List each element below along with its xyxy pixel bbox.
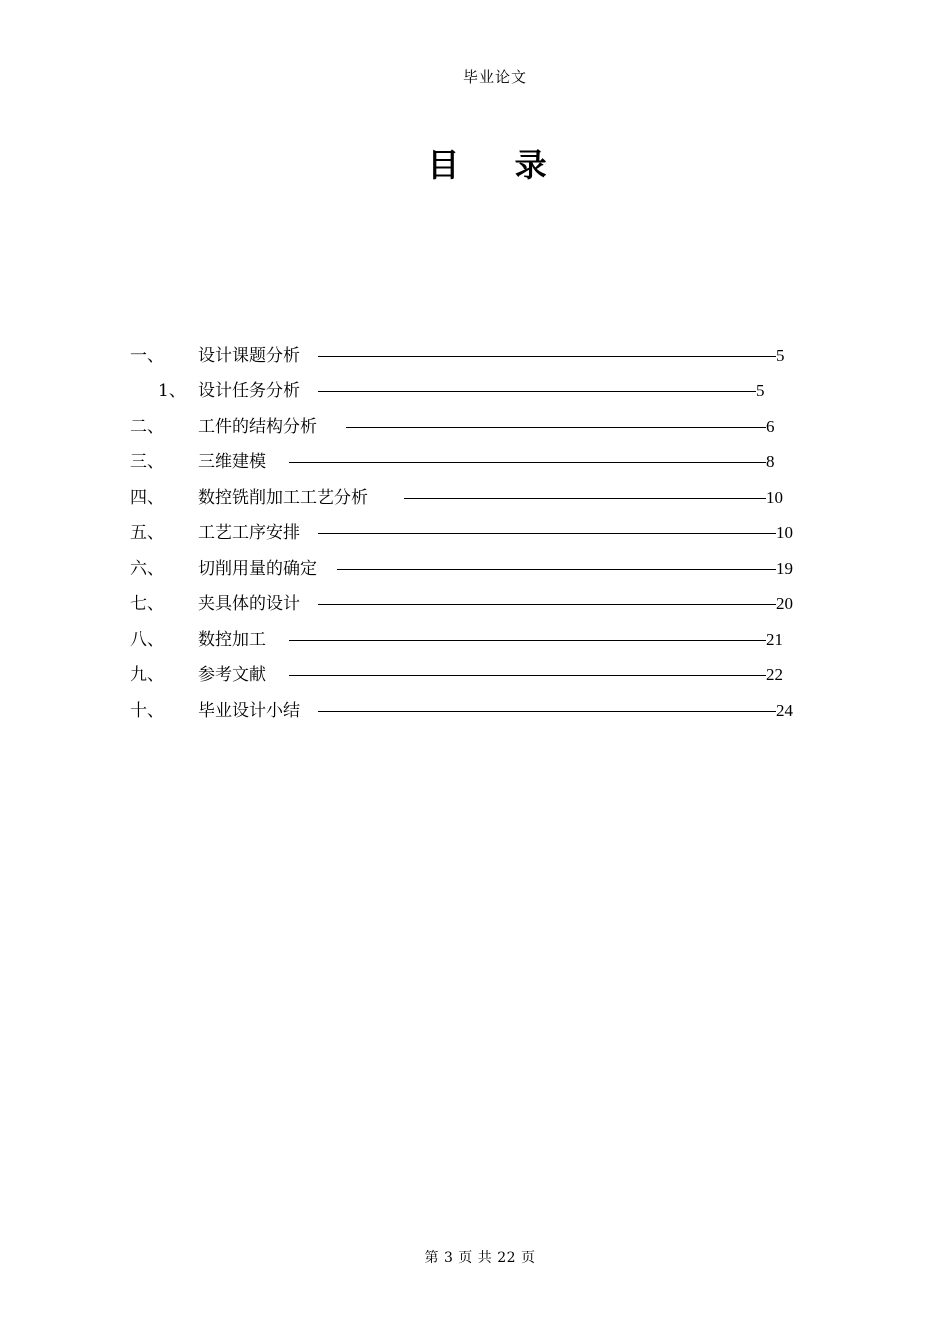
toc-entry[interactable] xyxy=(0,486,950,510)
toc-entry-title: 设计任务分析 xyxy=(198,381,300,401)
toc-entry-page: 6 xyxy=(766,417,775,436)
toc-entry-page: 10 xyxy=(776,523,793,542)
toc-entry[interactable] xyxy=(0,663,950,687)
toc-entry-title: 参考文献 xyxy=(198,665,266,685)
toc-entry-number: 1、 xyxy=(158,381,186,401)
toc-entry-title: 工件的结构分析 xyxy=(198,417,317,437)
toc-leader-line xyxy=(318,391,756,392)
toc-entry-page: 20 xyxy=(776,594,793,613)
toc-entry-number: 九、 xyxy=(130,665,164,685)
toc-entry-title: 切削用量的确定 xyxy=(198,559,317,579)
toc-entry-page: 10 xyxy=(766,488,783,507)
toc-entry[interactable] xyxy=(0,628,950,652)
toc-entry[interactable] xyxy=(0,379,950,403)
toc-entry-page: 21 xyxy=(766,630,783,649)
toc-entry-number: 四、 xyxy=(130,488,164,508)
toc-entry-number: 八、 xyxy=(130,630,164,650)
toc-entry-title: 三维建模 xyxy=(198,452,266,472)
toc-entry-number: 二、 xyxy=(130,417,164,437)
toc-entry[interactable] xyxy=(0,557,950,581)
toc-entry-page: 24 xyxy=(776,701,793,720)
toc-entry-title: 工艺工序安排 xyxy=(198,523,300,543)
toc-leader-line xyxy=(404,498,766,499)
toc-entry-page: 22 xyxy=(766,665,783,684)
toc-leader-line xyxy=(289,675,766,676)
toc-entry-title: 夹具体的设计 xyxy=(198,594,300,614)
toc-entry-page: 5 xyxy=(776,346,785,365)
page-header: 毕业论文 xyxy=(462,68,527,86)
toc-entry-title: 数控铣削加工工艺分析 xyxy=(198,488,368,508)
toc-entry-number: 三、 xyxy=(130,452,164,472)
toc-entry-number: 一、 xyxy=(130,346,164,366)
toc-entry[interactable] xyxy=(0,699,950,723)
page-footer: 第 3 页 共 22 页 xyxy=(424,1250,536,1266)
toc-leader-line xyxy=(318,533,776,534)
toc-entry-number: 十、 xyxy=(130,701,164,721)
toc-leader-line xyxy=(318,711,776,712)
toc-entry-page: 8 xyxy=(766,452,775,471)
toc-entry-page: 19 xyxy=(776,559,793,578)
toc-entry-title: 数控加工 xyxy=(198,630,266,650)
toc-leader-line xyxy=(346,427,766,428)
toc-entry-number: 五、 xyxy=(130,523,164,543)
toc-leader-line xyxy=(318,604,776,605)
page-title: 目 录 xyxy=(427,146,569,184)
toc-entry[interactable] xyxy=(0,592,950,616)
toc-leader-line xyxy=(318,356,776,357)
toc-entry[interactable] xyxy=(0,521,950,545)
toc-leader-line xyxy=(289,640,766,641)
toc-entry-page: 5 xyxy=(756,381,765,400)
toc-entry-number: 七、 xyxy=(130,594,164,614)
toc-entry[interactable] xyxy=(0,344,950,368)
toc-entry-number: 六、 xyxy=(130,559,164,579)
toc-entry-title: 设计课题分析 xyxy=(198,346,300,366)
toc-entry[interactable] xyxy=(0,450,950,474)
toc-entry-title: 毕业设计小结 xyxy=(198,701,300,721)
toc-leader-line xyxy=(289,462,766,463)
toc-leader-line xyxy=(337,569,776,570)
toc-entry[interactable] xyxy=(0,415,950,439)
